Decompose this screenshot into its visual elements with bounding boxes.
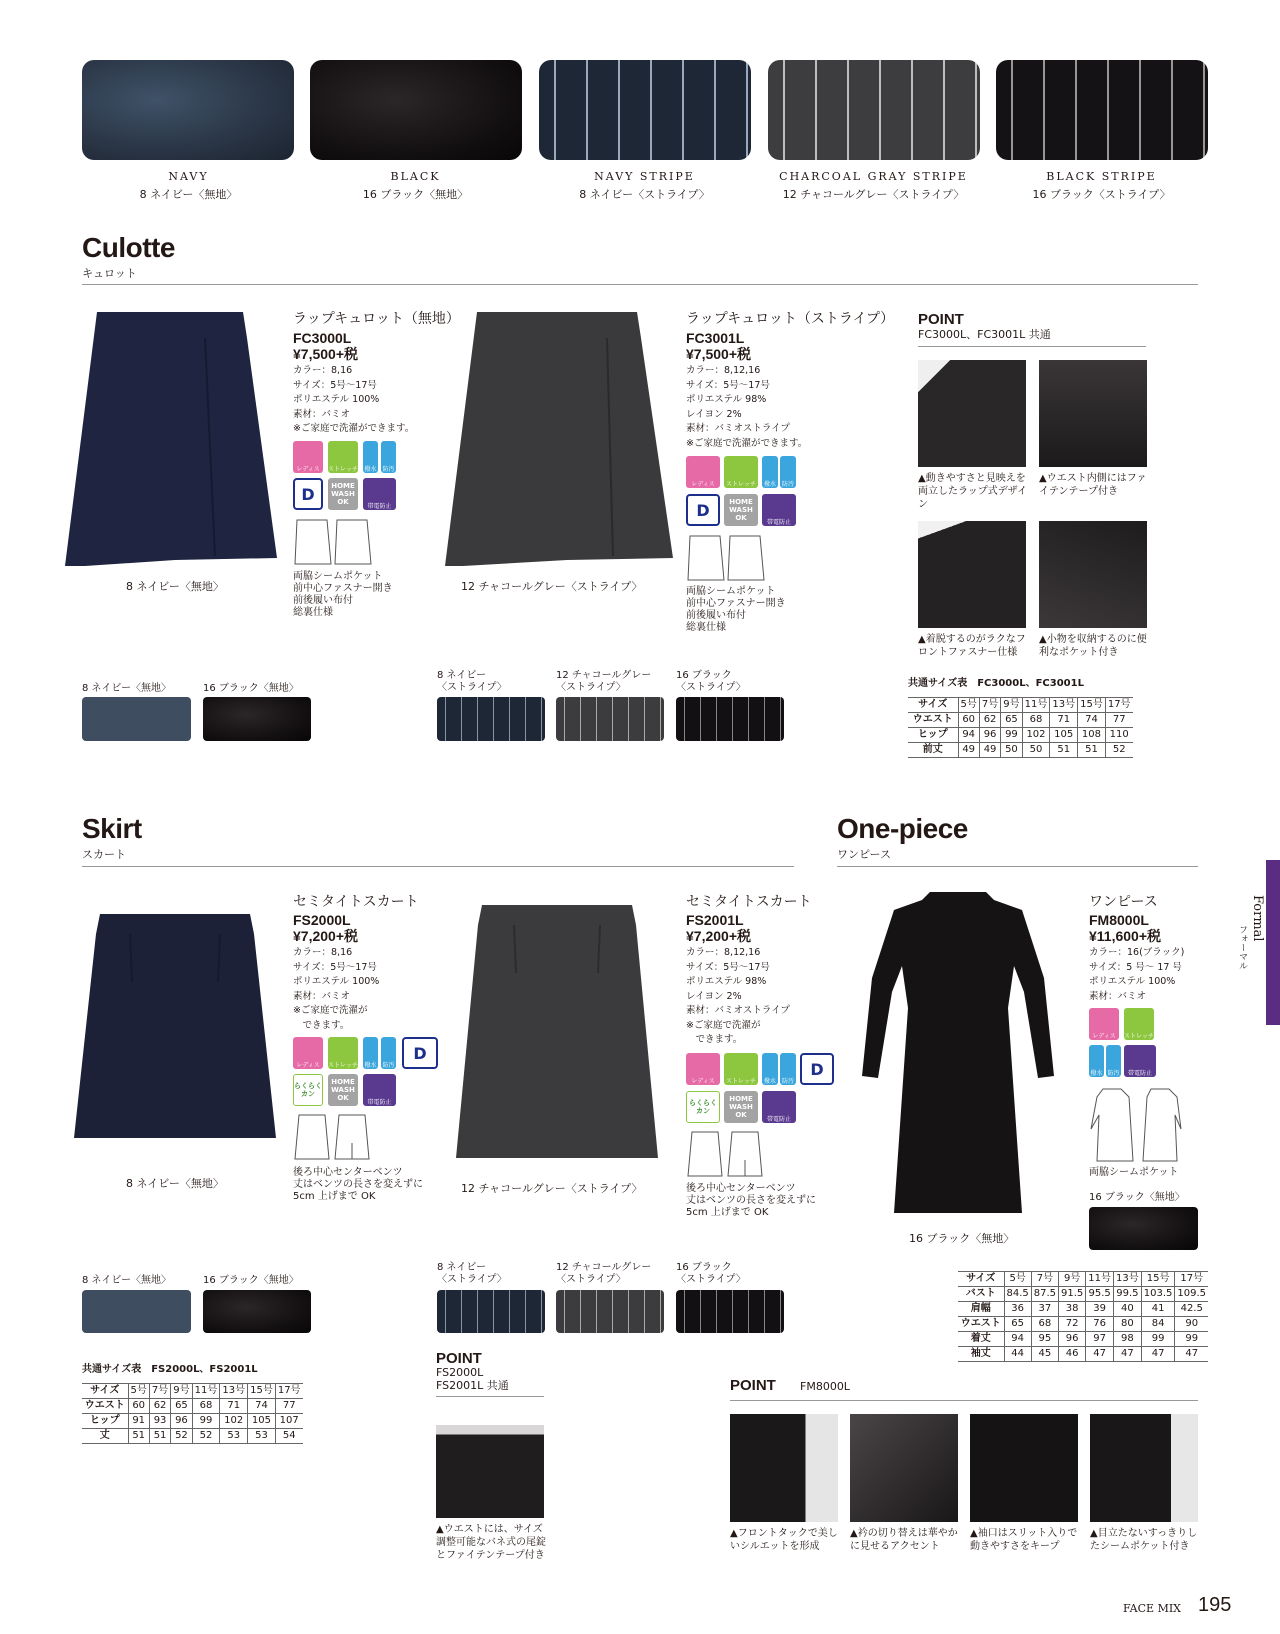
category-side-tab (1266, 860, 1280, 1025)
section-title: Skirt (82, 813, 142, 844)
onepiece-flat-drawing (1089, 1085, 1189, 1165)
footer-brand: FACE MIX (1123, 1602, 1182, 1615)
swatch-label-en: NAVY STRIPE (594, 170, 695, 183)
point-caption: ▲小物を収納するのに便利なポケット付き (1039, 634, 1147, 658)
stretch-icon: ストレッチ (328, 441, 358, 473)
color-chip-navy (82, 697, 191, 741)
onepiece-size-table: サイズ 5号 7号 9号 11号 13号 15号 17号 バスト 84.5 87.5 91.5 95.5 99.5 103.5 109.5 肩幅 36 37 38 39 40 41 42.5 ウエスト 65 68 72 76 80 84 90 着丈 94 95 96 97 98 99 99 袖丈 44 45 46 47 47 47 47 (958, 1271, 1208, 1362)
point-caption: ▲衿の切り替えは華やかに見せるアクセント (850, 1528, 958, 1552)
home-wash-icon: HOME WASH OK (724, 1091, 758, 1123)
product-specs: カラー：8,16 サイズ：5号〜17号 ポリエステル 100% 素材：バミオ ※ご家庭で洗濯が できます。 (293, 947, 380, 1031)
color-chip-navy-stripe (437, 1290, 545, 1333)
stain-resistant-icon: 防汚 (1106, 1045, 1121, 1077)
stretch-icon: ストレッチ (1124, 1008, 1154, 1040)
water-repellent-icon: 撥水 (363, 1037, 378, 1069)
culotte-charcoal-image (437, 308, 677, 568)
culotte-navy-image (55, 308, 285, 568)
product-name: ラップキュロット（ストライプ） (686, 311, 895, 327)
product-notes: 後ろ中心センターベンツ 丈はベンツの長さを変えずに 5cm 上げまで OK (686, 1183, 816, 1218)
stain-resistant-icon: 防汚 (780, 1053, 796, 1085)
section-subtitle: キュロット (82, 267, 137, 280)
product-specs: カラー：8,12,16 サイズ：5号〜17号 ポリエステル 98% レイヨン 2% 素材：バミオストライプ ※ご家庭で洗濯が できます。 (686, 947, 790, 1045)
brand-d-icon: D (686, 494, 720, 526)
product-code: FS2000L (293, 912, 351, 928)
water-repellent-icon: 撥水 (363, 441, 378, 473)
ladies-icon: レディス (686, 1053, 720, 1085)
swatch-label-en: BLACK STRIPE (1046, 170, 1157, 183)
point-title: POINT (730, 1377, 776, 1394)
skirt-flat-drawing (686, 1130, 766, 1180)
point-photo (1090, 1414, 1198, 1522)
point-subtitle: FS2000L (436, 1366, 484, 1379)
size-table-title: 共通サイズ表 FS2000L、FS2001L (82, 1364, 258, 1375)
swatch-navy-stripe (539, 60, 751, 160)
chip-label: 8 ネイビー 〈ストライプ〉 (437, 670, 507, 693)
point-title: POINT (436, 1350, 482, 1367)
swatch-black-stripe (996, 60, 1208, 160)
stretch-icon: ストレッチ (328, 1037, 358, 1069)
swatch-label-jp: 12 チャコールグレー〈ストライプ〉 (782, 188, 965, 201)
culotte-flat-drawing (293, 518, 373, 568)
product-code: FM8000L (1089, 912, 1149, 928)
antistatic-icon: 帯電防止 (363, 478, 396, 510)
product-name: ワンピース (1089, 894, 1158, 910)
chip-label: 16 ブラック 〈ストライプ〉 (676, 1262, 746, 1285)
point-photo (436, 1425, 544, 1518)
skirt-p1-caption: 8 ネイビー〈無地〉 (126, 1177, 224, 1190)
point-code: FM8000L (800, 1380, 850, 1393)
page-number: 195 (1198, 1594, 1232, 1616)
swatch-black (310, 60, 522, 160)
swatch-label-jp: 16 ブラック〈無地〉 (362, 188, 469, 201)
point-photo (850, 1414, 958, 1522)
point-subtitle: FC3000L、FC3001L 共通 (918, 328, 1051, 341)
water-repellent-icon: 撥水 (762, 1053, 778, 1085)
product-code: FC3001L (686, 330, 745, 346)
ladies-icon: レディス (686, 456, 720, 488)
product-specs: カラー：8,12,16 サイズ：5号〜17号 ポリエステル 98% レイヨン 2% 素材：バミオストライプ ※ご家庭で洗濯ができます。 (686, 365, 808, 449)
product-code: FS2001L (686, 912, 744, 928)
product-notes: 両脇シームポケット (1089, 1167, 1179, 1178)
brand-d-icon: D (800, 1053, 834, 1085)
point-caption: ▲フロントタックで美しいシルエットを形成 (730, 1528, 838, 1552)
chip-label: 16 ブラック〈無地〉 (203, 683, 299, 694)
swatch-label-jp: 8 ネイビー〈ストライプ〉 (579, 188, 710, 201)
product-specs: カラー：8,16 サイズ：5号〜17号 ポリエステル 100% 素材：バミオ ※ご家庭で洗濯ができます。 (293, 365, 415, 434)
product-price: ¥11,600+税 (1089, 928, 1162, 944)
color-chip-navy (82, 1290, 191, 1333)
onepiece-caption: 16 ブラック〈無地〉 (909, 1232, 1015, 1245)
point-caption: ▲袖口はスリット入りで動きやすさをキープ (970, 1528, 1078, 1552)
stretch-icon: ストレッチ (724, 456, 758, 488)
point-photo (970, 1414, 1078, 1522)
stain-resistant-icon: 防汚 (780, 456, 796, 488)
ladies-icon: レディス (1089, 1008, 1119, 1040)
chip-label: 12 チャコールグレー 〈ストライプ〉 (556, 1262, 652, 1285)
color-chip-charcoal-stripe (556, 1290, 664, 1333)
point-rule (730, 1400, 1198, 1401)
ladies-icon: レディス (293, 441, 323, 473)
point-photo (918, 521, 1026, 628)
section-title: One-piece (837, 813, 968, 844)
chip-label: 8 ネイビー〈無地〉 (82, 683, 171, 694)
product-notes: 両脇シームポケット 前中心ファスナー開き 前後履い布付 総裏仕様 (686, 586, 786, 633)
product-specs: カラー：16(ブラック) サイズ：5 号〜 17 号 ポリエステル 100% 素材：バミオ (1089, 947, 1185, 1002)
point-caption: ▲着脱するのがラクなフロントファスナー仕様 (918, 634, 1026, 658)
swatch-label-jp: 16 ブラック〈ストライプ〉 (1032, 188, 1171, 201)
ladies-icon: レディス (293, 1037, 323, 1069)
section-rule (82, 866, 794, 867)
skirt-p2-caption: 12 チャコールグレー〈ストライプ〉 (461, 1182, 643, 1195)
size-table-title: 共通サイズ表 FC3000L、FC3001L (908, 678, 1084, 689)
color-chip-black (203, 697, 311, 741)
point-title: POINT (918, 311, 964, 328)
point-caption: ▲ウエスト内側にはファイテンテープ付き (1039, 473, 1147, 497)
color-chip-navy-stripe (437, 697, 545, 741)
color-chip-charcoal-stripe (556, 697, 664, 741)
stain-resistant-icon: 防汚 (381, 441, 396, 473)
chip-label: 16 ブラック 〈ストライプ〉 (676, 670, 746, 693)
point-subtitle: FS2001L 共通 (436, 1379, 509, 1392)
section-rule (837, 866, 1198, 867)
antistatic-icon: 帯電防止 (1124, 1045, 1156, 1077)
point-caption: ▲ウエストには、サイズ調整可能なバネ式の尾錠とファイテンテープ付き (436, 1524, 546, 1561)
home-wash-icon: HOME WASH OK (328, 478, 358, 510)
section-subtitle: ワンピース (837, 848, 892, 861)
onepiece-image (858, 888, 1058, 1223)
chip-label: 8 ネイビー〈無地〉 (82, 1275, 171, 1286)
product-notes: 両脇シームポケット 前中心ファスナー開き 前後履い布付 総裏仕様 (293, 571, 393, 618)
water-repellent-icon: 撥水 (1089, 1045, 1104, 1077)
color-chip-black-stripe (676, 697, 784, 741)
swatch-label-en: NAVY (168, 170, 209, 183)
product-name: ラップキュロット（無地） (293, 311, 460, 327)
rakuraku-kan-icon: らくらく カン (686, 1091, 720, 1123)
culotte-flat-drawing (686, 534, 766, 584)
antistatic-icon: 帯電防止 (363, 1074, 396, 1106)
swatch-label-en: BLACK (390, 170, 441, 183)
swatch-charcoal-stripe (768, 60, 980, 160)
antistatic-icon: 帯電防止 (762, 494, 796, 526)
home-wash-icon: HOME WASH OK (724, 494, 758, 526)
point-rule (436, 1396, 544, 1397)
swatch-label-jp: 8 ネイビー〈無地〉 (139, 188, 238, 201)
culotte-p2-caption: 12 チャコールグレー〈ストライプ〉 (461, 580, 643, 593)
product-name: セミタイトスカート (293, 894, 419, 910)
chip-label: 16 ブラック〈無地〉 (1089, 1192, 1185, 1203)
chip-label: 8 ネイビー 〈ストライプ〉 (437, 1262, 507, 1285)
point-caption: ▲目立たないすっきりしたシームポケット付き (1090, 1528, 1198, 1552)
color-chip-black-stripe (676, 1290, 784, 1333)
swatch-navy (82, 60, 294, 160)
category-label-en: Formal (1250, 895, 1265, 942)
product-price: ¥7,200+税 (293, 928, 358, 944)
point-photo (730, 1414, 838, 1522)
category-label-jp: フォーマル (1237, 925, 1247, 970)
skirt-size-table: サイズ 5号 7号 9号 11号 13号 15号 17号 ウエスト 60 62 65 68 71 74 77 ヒップ 91 93 96 99 102 105 107 丈 51 51 52 52 53 53 54 (82, 1383, 303, 1444)
color-chip-black (203, 1290, 311, 1333)
skirt-flat-drawing (293, 1113, 373, 1163)
point-photo (1039, 521, 1147, 628)
section-subtitle: スカート (82, 848, 126, 861)
swatch-label-en: CHARCOAL GRAY STRIPE (779, 170, 968, 183)
rakuraku-kan-icon: らくらく カン (293, 1074, 323, 1106)
point-caption: ▲動きやすさと見映えを両立したラップ式デザイン (918, 473, 1028, 510)
culotte-p1-caption: 8 ネイビー〈無地〉 (126, 580, 224, 593)
point-photo (918, 360, 1026, 467)
product-price: ¥7,500+税 (293, 346, 358, 362)
antistatic-icon: 帯電防止 (762, 1091, 796, 1123)
point-photo (1039, 360, 1147, 467)
point-rule (918, 346, 1146, 347)
water-repellent-icon: 撥水 (762, 456, 778, 488)
home-wash-icon: HOME WASH OK (328, 1074, 358, 1106)
product-price: ¥7,500+税 (686, 346, 751, 362)
product-notes: 後ろ中心センターベンツ 丈はベンツの長さを変えずに 5cm 上げまで OK (293, 1167, 423, 1202)
brand-d-icon: D (402, 1037, 438, 1069)
product-name: セミタイトスカート (686, 894, 812, 910)
chip-label: 12 チャコールグレー 〈ストライプ〉 (556, 670, 652, 693)
product-code: FC3000L (293, 330, 352, 346)
stretch-icon: ストレッチ (724, 1053, 758, 1085)
brand-d-icon: D (293, 478, 323, 510)
skirt-navy-image (70, 912, 280, 1142)
section-rule (82, 284, 1198, 285)
chip-label: 16 ブラック〈無地〉 (203, 1275, 299, 1286)
culotte-size-table: サイズ 5号 7号 9号 11号 13号 15号 17号 ウエスト 60 62 65 68 71 74 77 ヒップ 94 96 99 102 105 108 110 前丈 49 49 50 50 51 51 52 (908, 697, 1133, 758)
skirt-charcoal-image (452, 903, 662, 1163)
color-chip-black (1089, 1207, 1198, 1250)
section-title: Culotte (82, 232, 175, 263)
stain-resistant-icon: 防汚 (381, 1037, 396, 1069)
product-price: ¥7,200+税 (686, 928, 751, 944)
